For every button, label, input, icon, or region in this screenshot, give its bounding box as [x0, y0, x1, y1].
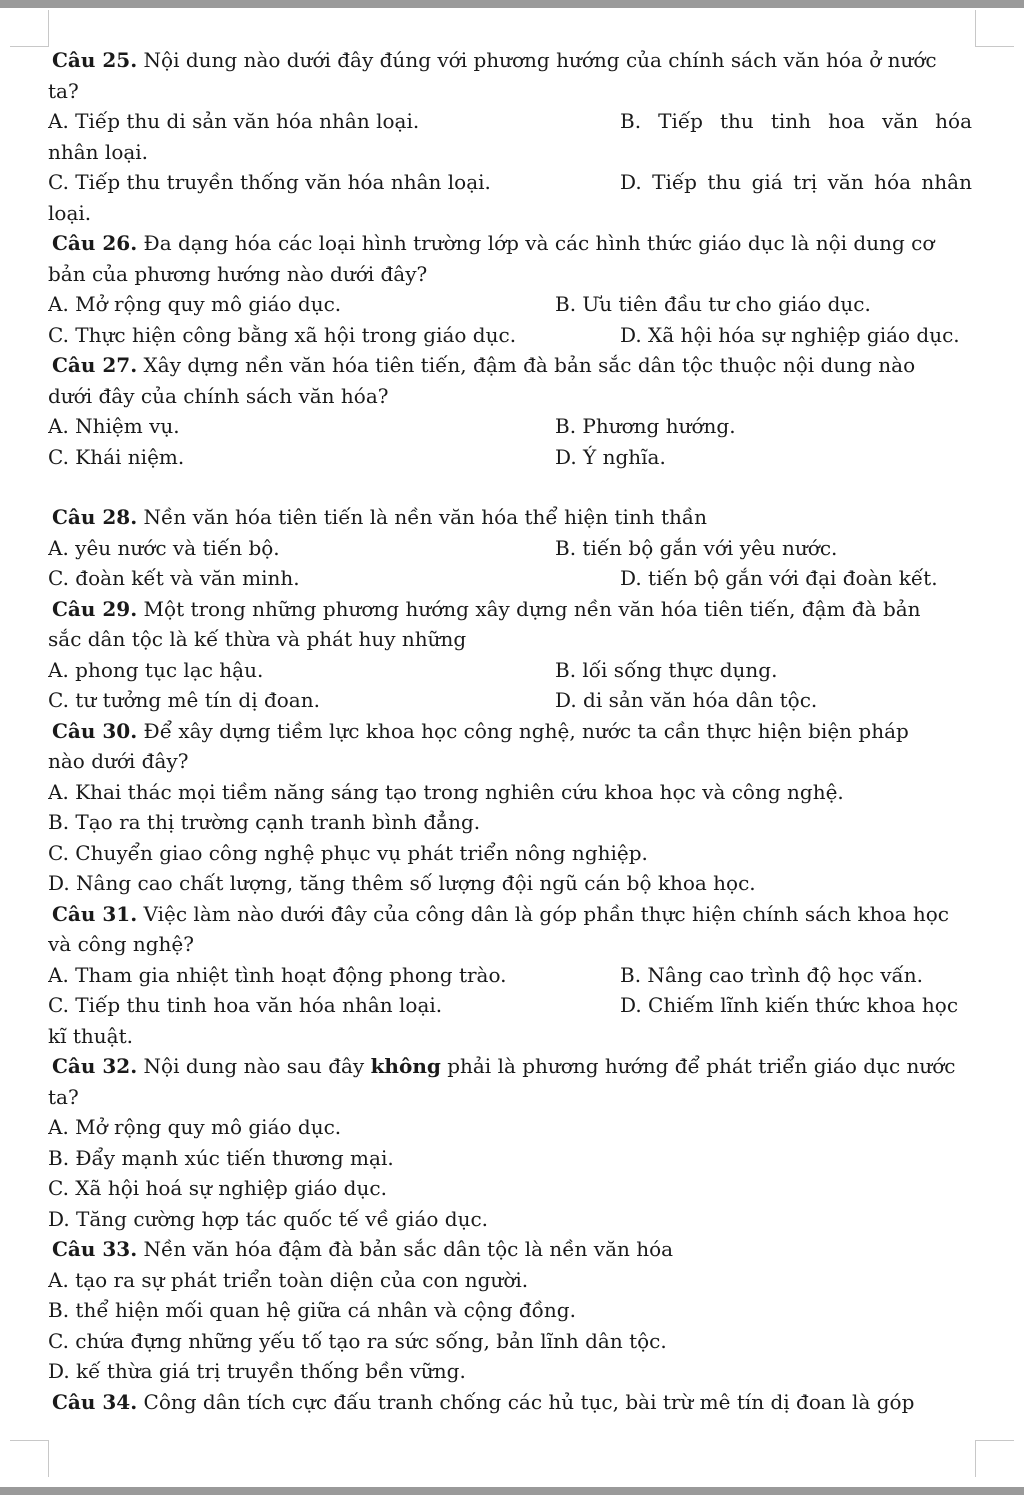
question-27-cont: dưới đây của chính sách văn hóa? — [48, 383, 389, 408]
question-26: Câu 26. Đa dạng hóa các loại hình trường lớp và các hình thức giáo dục là nội dung cơ — [52, 231, 935, 255]
question-27: Câu 27. Xây dựng nền văn hóa tiên tiến, đậm đà bản sắc dân tộc thuộc nội dung nào — [52, 353, 916, 377]
q33-option-a: A. tạo ra sự phát triển toàn diện của con người. — [48, 1267, 529, 1292]
q32-option-d: D. Tăng cường hợp tác quốc tế về giáo dục. — [48, 1206, 489, 1231]
q31-option-b: B. Nâng cao trình độ học vấn. — [620, 962, 923, 987]
question-26-cont: bản của phương hướng nào dưới đây? — [48, 261, 428, 286]
q27-option-c: C. Khái niệm. — [48, 444, 185, 469]
q30-option-a: A. Khai thác mọi tiềm năng sáng tạo trong nghiên cứu khoa học và công nghệ. — [48, 779, 844, 804]
q29-option-d: D. di sản văn hóa dân tộc. — [555, 688, 818, 712]
q33-option-b: B. thể hiện mối quan hệ giữa cá nhân và cộng đồng. — [48, 1298, 576, 1322]
question-28: Câu 28. Nền văn hóa tiên tiến là nền văn hóa thể hiện tinh thần — [52, 505, 708, 529]
question-31: Câu 31. Việc làm nào dưới đây của công dân là góp phần thực hiện chính sách khoa học — [52, 901, 949, 926]
crop-mark-bottom-right — [975, 1440, 1014, 1477]
question-32: Câu 32. Nội dung nào sau đây không phải là phương hướng để phát triển giáo dục nước — [52, 1054, 956, 1078]
q32-option-c: C. Xã hội hoá sự nghiệp giáo dục. — [48, 1176, 387, 1200]
q25-option-d-cont: loại. — [48, 200, 92, 225]
q27-option-b: B. Phương hướng. — [555, 414, 736, 438]
q25-options-cd — [48, 167, 974, 198]
q26-options-cd — [48, 320, 974, 351]
q29-option-c: C. tư tưởng mê tín dị đoan. — [48, 688, 320, 712]
q29-option-a: A. phong tục lạc hậu. — [48, 657, 264, 682]
crop-mark-top-left — [10, 10, 49, 47]
q25-option-c: C. Tiếp thu truyền thống văn hóa nhân loại. — [48, 170, 491, 194]
top-border-bar — [0, 0, 1024, 8]
q26-option-d: D. Xã hội hóa sự nghiệp giáo dục. — [620, 322, 960, 347]
q30-option-b: B. Tạo ra thị trường cạnh tranh bình đẳng. — [48, 810, 481, 834]
q28-option-a: A. yêu nước và tiến bộ. — [48, 535, 280, 560]
q31-option-c: C. Tiếp thu tinh hoa văn hóa nhân loại. — [48, 993, 443, 1017]
question-31-cont: và công nghệ? — [48, 932, 194, 956]
q26-option-a: A. Mở rộng quy mô giáo dục. — [48, 292, 342, 316]
question-33: Câu 33. Nền văn hóa đậm đà bản sắc dân tộc là nền văn hóa — [52, 1237, 674, 1261]
q28-options-ab — [48, 533, 974, 564]
q27-options-ab — [48, 411, 974, 442]
question-30-cont: nào dưới đây? — [48, 749, 189, 773]
q25-options-ab — [48, 106, 974, 137]
q30-option-d: D. Nâng cao chất lượng, tăng thêm số lượng đội ngũ cán bộ khoa học. — [48, 871, 756, 895]
question-29-cont: sắc dân tộc là kế thừa và phát huy những — [48, 627, 467, 651]
q31-option-d: D. Chiếm lĩnh kiến thức khoa học — [620, 993, 959, 1017]
q31-options-ab — [48, 960, 974, 991]
document-page — [48, 45, 974, 1417]
q26-option-b: B. Ưu tiên đầu tư cho giáo dục. — [555, 292, 871, 316]
q28-options-cd — [48, 563, 974, 594]
q31-options-cd — [48, 990, 974, 1021]
q28-option-b: B. tiến bộ gắn với yêu nước. — [555, 535, 838, 560]
q25-option-b: B. Tiếp thu tinh hoa văn hóa — [620, 109, 972, 133]
question-32-cont: ta? — [48, 1084, 79, 1109]
q31-option-a: A. Tham gia nhiệt tình hoạt động phong trào. — [48, 962, 507, 987]
q33-option-d: D. kế thừa giá trị truyền thống bền vững. — [48, 1359, 466, 1383]
q27-option-a: A. Nhiệm vụ. — [48, 414, 180, 438]
q28-option-c: C. đoàn kết và văn minh. — [48, 566, 300, 590]
question-30: Câu 30. Để xây dựng tiềm lực khoa học công nghệ, nước ta cần thực hiện biện pháp — [52, 718, 909, 743]
q25-option-d: D. Tiếp thu giá trị văn hóa nhân — [620, 170, 972, 194]
question-25-cont: ta? — [48, 78, 79, 103]
q31-option-d-cont: kĩ thuật. — [48, 1023, 133, 1048]
q29-option-b: B. lối sống thực dụng. — [555, 657, 778, 682]
q27-option-d: D. Ý nghĩa. — [555, 444, 666, 469]
q32-option-b: B. Đẩy mạnh xúc tiến thương mại. — [48, 1145, 394, 1170]
q25-option-a: A. Tiếp thu di sản văn hóa nhân loại. — [48, 109, 420, 133]
crop-mark-bottom-left — [10, 1440, 49, 1477]
q26-options-ab — [48, 289, 974, 320]
question-34: Câu 34. Công dân tích cực đấu tranh chống các hủ tục, bài trừ mê tín dị đoan là góp — [52, 1389, 915, 1414]
q29-options-ab — [48, 655, 974, 686]
q28-option-d: D. tiến bộ gắn với đại đoàn kết. — [620, 566, 938, 590]
question-25: Câu 25. Nội dung nào dưới đây đúng với phương hướng của chính sách văn hóa ở nước — [52, 48, 937, 72]
q25-option-b-cont: nhân loại. — [48, 139, 149, 164]
q33-option-c: C. chứa đựng những yếu tố tạo ra sức sống, bản lĩnh dân tộc. — [48, 1328, 667, 1353]
q26-option-c: C. Thực hiện công bằng xã hội trong giáo dục. — [48, 322, 517, 347]
q27-options-cd — [48, 442, 974, 473]
q30-option-c: C. Chuyển giao công nghệ phục vụ phát triển nông nghiệp. — [48, 840, 648, 865]
blank-line — [48, 472, 974, 502]
bottom-border-bar — [0, 1487, 1024, 1495]
q29-options-cd — [48, 685, 974, 716]
question-29: Câu 29. Một trong những phương hướng xây dựng nền văn hóa tiên tiến, đậm đà bản — [52, 596, 921, 621]
q32-option-a: A. Mở rộng quy mô giáo dục. — [48, 1115, 342, 1139]
crop-mark-top-right — [975, 10, 1014, 47]
